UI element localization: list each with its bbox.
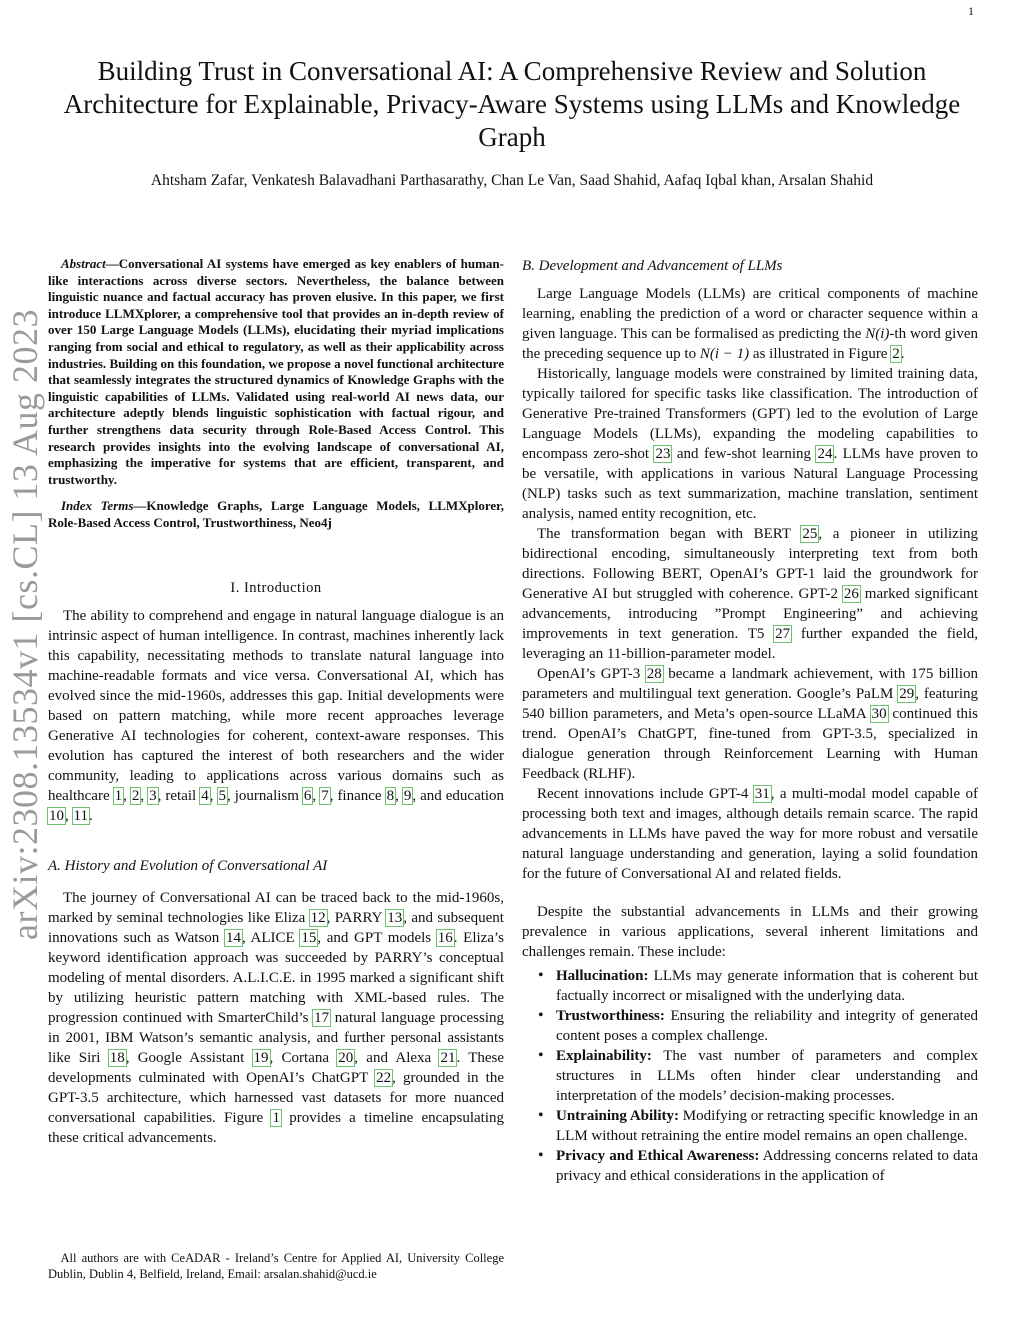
abstract-text: —Conversational AI systems have emerged as key enablers of human-like interactions across diverse sectors. Nevertheless, the balance between linguistic nuance and factual accuracy has proven elusive. In this paper, we first introduce LLMXplorer, a comprehensive tool that provides an in-depth review of over 150 Large Language Models (LLMs), elucidating their myriad implications ranging from social and ethical to regulatory, as well as their applicability across industries. Building on this foundation, we propose a novel functional architecture that seamlessly integrates the structured dynamics of Knowledge Graphs with the linguistic capabilities of LLMs. Validated using real-world AI news data, our architecture adeptly blends linguistic sophistication with factual rigour, and further strengthens data security through Role-Based Access Control. This research provides insights into the evolving landscape of conversational AI, emphasizing the imperative for systems that are efficient, transparent, and trustworthy. bbox=[48, 256, 504, 487]
challenge-description: Addressing concerns related to data privacy and ethical considerations in the application of bbox=[556, 1148, 978, 1184]
challenge-description: Modifying or retracting specific knowledge in an LLM without retraining the entire model remains an open challenge. bbox=[556, 1108, 979, 1144]
challenge-term: Untraining Ability: bbox=[556, 1108, 679, 1124]
left-column bbox=[48, 256, 504, 1148]
right-column bbox=[522, 256, 978, 1186]
llm-paragraph-3: The transformation began with BERT 25, a pioneer in utilizing bidirectional encoding, simultaneously interpreting text from both directions. Following BERT, OpenAI’s GPT-1 laid the groundwork for Generative AI but struggled with coherence. GPT-2 26 marked significant advancements, introducing ”Prompt Engineering” and achieving improvements in text generation. T5 27 further expanded the field, leveraging an 11-billion-parameter model. bbox=[522, 526, 979, 662]
intro-paragraph: The ability to comprehend and engage in natural language dialogue is an intrinsic aspect of human intelligence. In contrast, machines inherently lack this capability, necessitating methods to translate natural language into machine-readable formats and vice versa. Conversational AI, which has evolved since the mid-1960s, addresses this gap. Initial developments were based on pattern matching, while more recent approaches leverage Generative AI technologies for coherent, context-aware responses. This evolution has captured the interest of both researchers and the wider community, leading to applications across various domains such as healthcare 1, 2, 3, retail 4, 5, journalism 6, 7, finance 8, 9, and education 10, 11. bbox=[48, 607, 505, 824]
citation-link[interactable]: 21 bbox=[440, 1049, 456, 1066]
list-item bbox=[556, 1006, 978, 1046]
citation-link[interactable]: 23 bbox=[655, 446, 671, 462]
citation-link[interactable]: 26 bbox=[843, 586, 859, 602]
citation-link[interactable]: 3 bbox=[149, 787, 157, 804]
index-terms-label: Index Terms bbox=[61, 498, 134, 514]
citation-link[interactable]: 15 bbox=[301, 929, 317, 946]
citation-link[interactable]: 8 bbox=[386, 787, 395, 804]
index-terms-text: —Knowledge Graphs, Large Language Models, LLMXplorer, Role-Based Access Control, Trustworthiness, Neo4j bbox=[48, 498, 504, 530]
figure-link[interactable]: 2 bbox=[892, 346, 900, 362]
citation-link[interactable]: 29 bbox=[899, 686, 915, 702]
subsection-heading-history: A. History and Evolution of Conversational AI bbox=[48, 857, 328, 874]
citation-link[interactable]: 27 bbox=[775, 626, 791, 642]
citation-link[interactable]: 10 bbox=[49, 807, 64, 824]
math-expression: N(i − 1) bbox=[699, 346, 750, 362]
citation-link[interactable]: 28 bbox=[646, 666, 662, 682]
citation-link[interactable]: 1 bbox=[114, 787, 123, 804]
llm-paragraph-2: Historically, language models were constrained by limited training data, typically tailored for specific tasks like classification. The introduction of Generative Pre-trained Transformers (GPT) led to the evolution of Large Language Models (LLMs), expanding the modeling capabilities to encompass zero-shot 23 and few-shot learning 24. LLMs have proven to be versatile, with applications in various Natural Language Processing (NLP) tasks such as text summarization, machine translation, sentiment analysis, named entity recognition, etc. bbox=[522, 366, 978, 522]
list-item bbox=[556, 966, 978, 1006]
subsection-heading-llms: B. Development and Advancement of LLMs bbox=[522, 258, 783, 274]
citation-link[interactable]: 7 bbox=[321, 787, 329, 804]
citation-link[interactable]: 31 bbox=[754, 786, 770, 802]
citation-link[interactable]: 9 bbox=[403, 787, 412, 804]
page-number: 1 bbox=[968, 4, 974, 18]
arxiv-watermark: arXiv:2308.13534v1 [cs.CL] 13 Aug 2023 bbox=[5, 309, 45, 940]
list-item bbox=[556, 1046, 978, 1106]
citation-link[interactable]: 14 bbox=[225, 929, 241, 946]
challenges-list bbox=[522, 966, 978, 1186]
challenge-description: The vast number of parameters and complex structures in LLMs often hinder clear understanding and interpretation of the models’ decision-making processes. bbox=[556, 1048, 978, 1104]
challenge-term: Explainability: bbox=[556, 1048, 652, 1064]
paper-title: Building Trust in Conversational AI: A Comprehensive Review and Solution Architecture for Explainable, Privacy-Aware Systems using LLMs and Knowledge Graph bbox=[63, 56, 961, 152]
citation-link[interactable]: 5 bbox=[218, 787, 226, 804]
history-paragraph: The journey of Conversational AI can be traced back to the mid-1960s, marked by seminal technologies like Eliza 12, PARRY 13, and subsequent innovations such as Watson 14, ALICE 15, and GPT models 16. Eliza’s keyword identification approach was succeeded by PARRY’s conceptual modeling of mental disorders. A.L.I.C.E. in 1995 marked a significant shift by utilizing heuristic pattern matching with XML-based rules. The progression continued with SmarterChild’s 17 natural language processing in 2001, IBM Watson’s semantic analysis, and further personal assistants like Siri 18, Google Assistant 19, Cortana 20, and Alexa 21. These developments culminated with OpenAI’s ChatGPT 22, grounded in the GPT-3.5 architecture, which harnessed vast datasets for more nuanced conversational capabilities. Figure 1 provides a timeline encapsulating these critical advancements. bbox=[48, 889, 505, 1146]
citation-link[interactable]: 22 bbox=[376, 1069, 392, 1086]
citation-link[interactable]: 11 bbox=[73, 807, 88, 824]
list-item bbox=[556, 1106, 978, 1146]
citation-link[interactable]: 4 bbox=[201, 787, 209, 804]
challenge-term: Hallucination: bbox=[556, 968, 649, 984]
citation-link[interactable]: 13 bbox=[387, 909, 403, 926]
citation-link[interactable]: 24 bbox=[817, 446, 833, 462]
figure-link[interactable]: 1 bbox=[272, 1109, 280, 1126]
citation-link[interactable]: 30 bbox=[871, 706, 887, 722]
list-item bbox=[556, 1146, 978, 1186]
citation-link[interactable]: 6 bbox=[303, 787, 312, 804]
llm-paragraph-4: OpenAI’s GPT-3 28 became a landmark achievement, with 175 billion parameters and multilingual text generation. Google’s PaLM 29, featuring 540 billion parameters, and Meta’s open-source LLaMA 30 continued this trend. OpenAI’s ChatGPT, fine-tuned from GPT-3.5, specialized in dialogue generation through Reinforcement Learning with Human Feedback (RLHF). bbox=[522, 666, 979, 782]
challenge-description: LLMs may generate information that is coherent but factually incorrect or misaligned with the underlying data. bbox=[556, 968, 978, 1004]
math-expression: N(i) bbox=[865, 326, 890, 342]
affiliation-footnote: All authors are with CeADAR - Ireland’s Centre for Applied AI, University College Dublin, Dublin 4, Belfield, Ireland, Email: arsalan.shahid@ucd.ie bbox=[48, 1251, 504, 1281]
index-terms bbox=[48, 498, 504, 531]
citation-link[interactable]: 18 bbox=[109, 1049, 125, 1066]
citation-link[interactable]: 2 bbox=[131, 787, 140, 804]
challenge-term: Privacy and Ethical Awareness: bbox=[556, 1148, 760, 1164]
llm-paragraph-6: Despite the substantial advancements in LLMs and their growing prevalence in various applications, several inherent limitations and challenges remain. These include: bbox=[522, 904, 978, 960]
challenge-term: Trustworthiness: bbox=[556, 1008, 665, 1024]
llm-paragraph-1: Large Language Models (LLMs) are critical components of machine learning, enabling the prediction of a word or character sequence within a given language. This can be formalised as predicting the N(i)-th word given the preceding sequence up to N(i − 1) as illustrated in Figure 2. bbox=[522, 286, 978, 362]
abstract bbox=[48, 256, 504, 488]
abstract-label: Abstract bbox=[61, 256, 106, 271]
citation-link[interactable]: 25 bbox=[802, 526, 818, 542]
citation-link[interactable]: 16 bbox=[437, 929, 453, 946]
challenge-description: Ensuring the reliability and integrity of generated content poses a complex challenge. bbox=[556, 1008, 978, 1044]
section-heading-introduction: I. Introduction bbox=[230, 579, 322, 596]
citation-link[interactable]: 19 bbox=[253, 1049, 269, 1066]
citation-link[interactable]: 20 bbox=[338, 1049, 354, 1066]
citation-link[interactable]: 12 bbox=[310, 909, 326, 926]
citation-link[interactable]: 17 bbox=[314, 1009, 330, 1026]
llm-paragraph-5: Recent innovations include GPT-4 31, a multi-modal model capable of processing both text and images, although details remain scarce. The rapid advancements in LLMs have paved the way for more robust and versatile natural language understanding and generation, laying a solid foundation for the future of Conversational AI and related fields. bbox=[522, 786, 979, 882]
author-list: Ahtsham Zafar, Venkatesh Balavadhani Parthasarathy, Chan Le Van, Saad Shahid, Aafaq Iqbal khan, Arsalan Shahid bbox=[150, 172, 874, 189]
